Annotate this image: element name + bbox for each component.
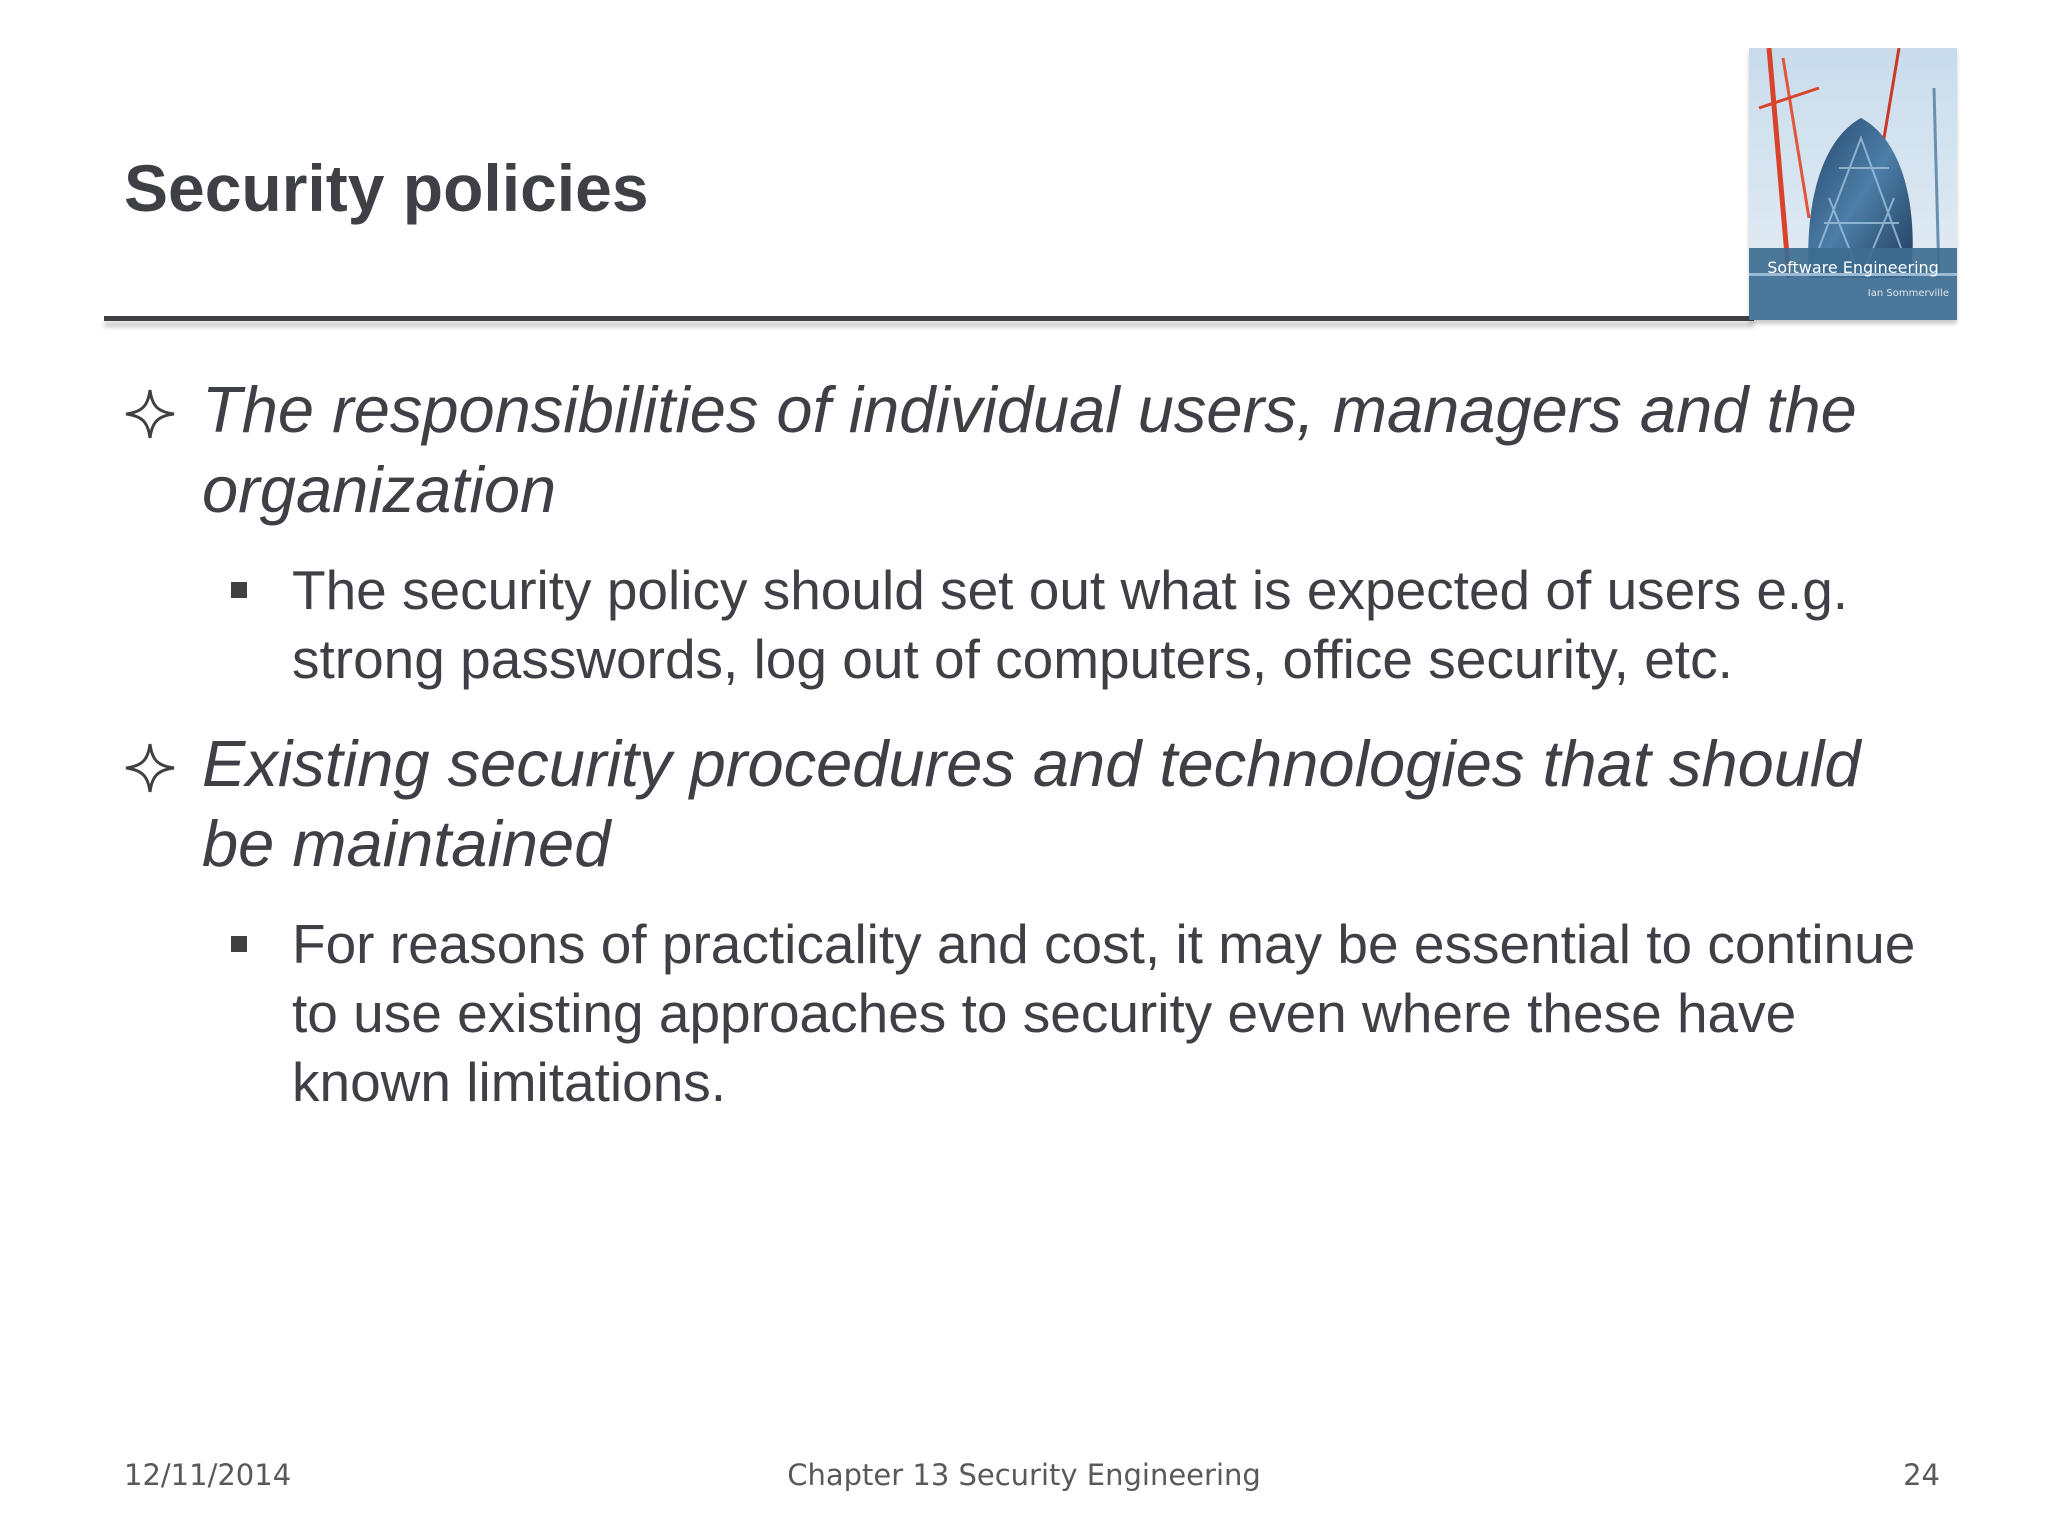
slide-body	[124, 370, 1924, 1117]
bullet-item-2	[124, 724, 1924, 884]
four-point-star-outline-icon	[124, 388, 176, 440]
square-bullet-icon	[231, 582, 247, 598]
book-cover-title: Software Engineering	[1767, 258, 1939, 277]
bullet-item-1	[124, 370, 1924, 530]
sub-bullet-text-2: For reasons of practicality and cost, it may be essential to continue to use existing approaches to security even where these have known limitations.	[292, 913, 1916, 1113]
bullet-text-1: The responsibilities of individual users, managers and the organization	[202, 373, 1857, 526]
four-point-star-outline-icon	[124, 742, 176, 794]
sub-bullet-text-1: The security policy should set out what is expected of users e.g. strong passwords, log out of computers, office security, etc.	[292, 559, 1849, 690]
footer-page-number: 24	[1903, 1458, 1940, 1492]
book-cover-illustration	[1749, 48, 1957, 320]
footer-date: 12/11/2014	[124, 1458, 292, 1492]
footer-chapter: Chapter 13 Security Engineering	[787, 1458, 1261, 1492]
book-cover-author: Ian Sommerville	[1867, 288, 1949, 299]
bullet-text-2: Existing security procedures and technologies that should be maintained	[202, 727, 1861, 880]
slide-title: Security policies	[124, 151, 649, 225]
sub-bullet-item-1	[124, 556, 1924, 694]
square-bullet-icon	[231, 936, 247, 952]
book-cover-image	[1749, 48, 1957, 320]
title-divider	[104, 316, 1754, 321]
sub-bullet-item-2	[124, 910, 1924, 1117]
